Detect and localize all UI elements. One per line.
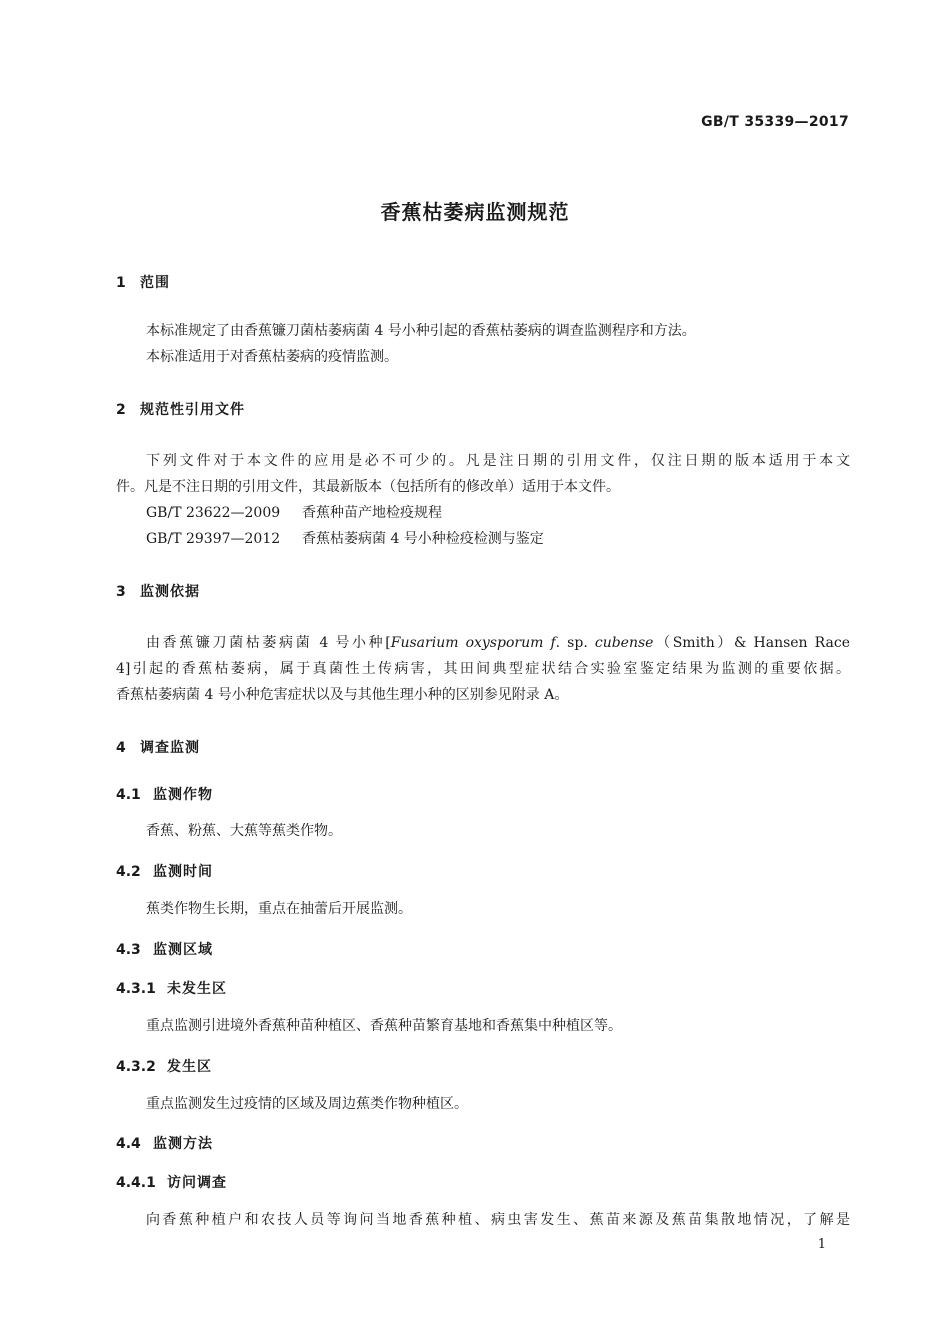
section-title: 发生区 [167,1059,212,1075]
reference-code: GB/T 29397—2012 [146,531,281,547]
section-4-heading [116,737,200,757]
section-title: 未发生区 [167,981,227,997]
section-number: 3 [116,584,126,600]
section-number: 2 [116,402,126,418]
section-4-3-2-heading [116,1056,212,1076]
section-4-3-2-paragraph [146,1091,850,1117]
section-4-2-heading [116,861,213,881]
section-title: 监测时间 [153,864,213,880]
section-3-paragraph [116,630,850,708]
section-4-4-1-heading [116,1172,227,1192]
section-1-paragraph [146,318,850,370]
paragraph-line: 件。凡是不注日期的引用文件，其最新版本（包括所有的修改单）适用于本文件。 [116,479,620,495]
paragraph-line: 向香蕉种植户和农技人员等询问当地香蕉种植、病虫害发生、蕉苗来源及蕉苗集散地情况，了解是 [146,1212,850,1228]
reference-name: 香蕉枯萎病菌 4 号小种检疫检测与鉴定 [302,531,544,547]
section-4-1-heading [116,784,213,804]
reference-item [146,500,850,526]
section-number: 1 [116,275,126,291]
paragraph-line: 下列文件对于本文件的应用是必不可少的。凡是注日期的引用文件，仅注日期的版本适用于本文 [146,453,850,469]
section-4-1-paragraph [146,818,850,844]
section-title: 监测依据 [140,584,200,600]
section-4-3-1-paragraph [146,1013,850,1039]
paragraph-line: 重点监测引进境外香蕉种苗种植区、香蕉种苗繁育基地和香蕉集中种植区等。 [146,1018,622,1034]
standard-code: GB/T 35339—2017 [701,114,849,130]
paragraph-line [116,630,850,656]
text-run: （Smith）& Hansen Race [653,635,850,651]
paragraph-line: 香蕉、粉蕉、大蕉等蕉类作物。 [146,823,342,839]
paragraph-line: 重点监测发生过疫情的区域及周边蕉类作物种植区。 [146,1096,468,1112]
species-name: Fusarium oxysporum f [390,635,556,651]
section-title: 监测区域 [153,942,213,958]
section-title: 监测作物 [153,787,213,803]
paragraph-line: 4]引起的香蕉枯萎病，属于真菌性土传病害，其田间典型症状结合实验室鉴定结果为监测的重要依据。 [116,661,850,677]
section-1-heading [116,272,170,292]
section-number: 4.2 [116,864,141,880]
section-4-3-1-heading [116,978,227,998]
section-number: 4.4.1 [116,1175,156,1191]
document-title: 香蕉枯萎病监测规范 [380,200,570,224]
section-4-4-1-paragraph [146,1207,850,1233]
section-4-4-heading [116,1133,213,1153]
reference-code: GB/T 23622—2009 [146,505,281,521]
section-number: 4 [116,740,126,756]
section-title: 范围 [140,275,170,291]
section-3-heading [116,581,200,601]
subspecies-name: cubense [594,635,654,651]
section-number: 4.4 [116,1136,141,1152]
paragraph-line: 本标准规定了由香蕉镰刀菌枯萎病菌 4 号小种引起的香蕉枯萎病的调查监测程序和方法。 [146,323,696,339]
section-number: 4.3.2 [116,1059,156,1075]
section-title: 规范性引用文件 [140,402,245,418]
normative-references [146,500,850,552]
paragraph-line: 蕉类作物生长期，重点在抽蕾后开展监测。 [146,901,412,917]
section-number: 4.1 [116,787,141,803]
text-run: 由香蕉镰刀菌枯萎病菌 4 号小种[ [146,635,391,651]
section-number: 4.3.1 [116,981,156,997]
section-title: 监测方法 [153,1136,213,1152]
section-4-3-heading [116,939,213,959]
section-2-heading [116,399,245,419]
paragraph-line: 香蕉枯萎病菌 4 号小种危害症状以及与其他生理小种的区别参见附录 A。 [116,687,569,703]
section-number: 4.3 [116,942,141,958]
section-4-2-paragraph [146,896,850,922]
reference-name: 香蕉种苗产地检疫规程 [302,505,442,521]
section-2-paragraph [116,448,850,500]
text-run: . sp. [555,635,595,651]
page-number: 1 [817,1237,826,1252]
section-title: 访问调查 [167,1175,227,1191]
reference-item [146,526,850,552]
section-title: 调查监测 [140,740,200,756]
paragraph-line: 本标准适用于对香蕉枯萎病的疫情监测。 [146,349,398,365]
